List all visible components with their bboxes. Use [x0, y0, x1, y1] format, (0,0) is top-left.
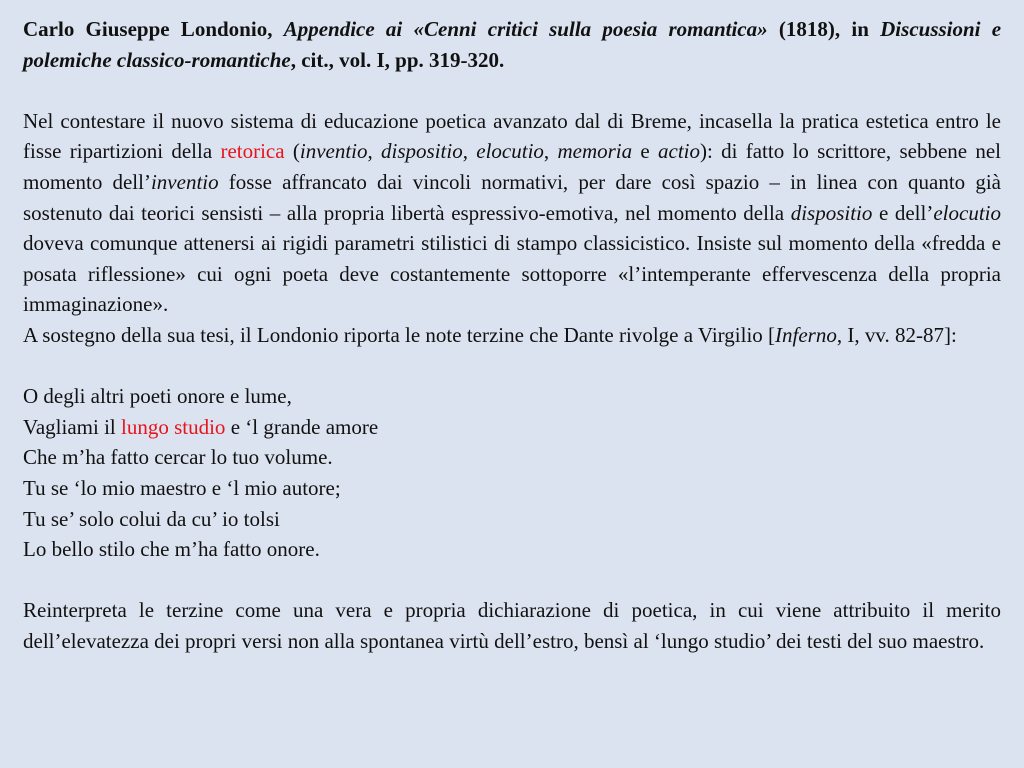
work-title: Appendice ai «Cenni critici sulla poesia romantica»: [283, 17, 768, 41]
retorica-term: retorica: [220, 139, 285, 164]
para1-text-1: Nel contestare il nuovo sistema di educazione poetica avanzato dal di Breme, incasella la pratica estetica entro le fisse ripartizioni della: [23, 108, 1001, 164]
inventio-term: inventio: [299, 139, 368, 164]
dispositio-term-2: dispositio: [790, 200, 873, 225]
elocutio-term: elocutio: [476, 139, 544, 164]
verse-line-6: Lo bello stilo che m’ha fatto onore.: [23, 537, 320, 562]
elocutio-term-2: elocutio: [933, 200, 1001, 225]
para1-text-3: ): di fatto lo scrittore, sebbene nel momento dell’: [23, 139, 1002, 194]
verse-line-4: Tu se ‘lo mio maestro e ‘l mio autore;: [23, 475, 341, 500]
verse-line-1: O degli altri poeti onore e lume,: [23, 384, 292, 409]
lungo-studio-highlight: lungo studio: [121, 414, 226, 439]
paragraph-2: [23, 320, 1001, 351]
citation-heading: [23, 14, 1001, 75]
verse-line-5: Tu se’ solo colui da cu’ io tolsi: [23, 506, 280, 531]
conjunction: e: [632, 139, 659, 164]
para1-text-2: (: [284, 139, 300, 164]
comma: ,: [367, 139, 382, 164]
verse-line-2-start: Vagliami il: [23, 414, 121, 439]
para2-text-2: , I, vv. 82-87]:: [836, 322, 957, 347]
inventio-term-2: inventio: [150, 169, 219, 194]
para1-text-5: e dell’: [872, 200, 934, 225]
year-in: (1818), in: [778, 17, 869, 41]
source-title: Discussioni e polemiche classico-romantiche: [23, 17, 1002, 72]
spacer: [23, 565, 1001, 596]
memoria-term: memoria: [557, 139, 633, 164]
verse-line-3: Che m’ha fatto cercar lo tuo volume.: [23, 445, 333, 470]
source-ref: , cit., vol. I, pp. 319-320.: [290, 47, 505, 72]
verse-line-2-end: e ‘l grande amore: [225, 414, 379, 439]
para1-text-6: doveva comunque attenersi ai rigidi parametri stilistici di stampo classicistico. Insiste sul momento della «fredda e posata riflessione» cui ogni poeta deve costantemente sottoporre «l’intemperante effervescenza della propria immaginazione».: [23, 231, 1001, 317]
dispositio-term: dispositio: [381, 139, 463, 164]
para2-text-1: A sostegno della sua tesi, il Londonio riporta le note terzine che Dante rivolge a Virgilio [: [23, 322, 776, 347]
spacer: [23, 75, 1001, 106]
spacer: [23, 351, 1001, 382]
inferno-title: Inferno: [775, 322, 837, 347]
paragraph-3: Reinterpreta le terzine come una vera e propria dichiarazione di poetica, in cui viene attribuito il merito dell’elevatezza dei propri versi non alla spontanea virtù dell’estro, bensì al ‘lungo studio’ dei testi del suo maestro.: [23, 598, 1001, 653]
comma: ,: [543, 139, 558, 164]
author-name: Carlo Giuseppe Londonio,: [23, 17, 273, 41]
verse-line-2: [23, 412, 1001, 443]
paragraph-1: [23, 106, 1001, 320]
actio-term: actio: [658, 139, 701, 164]
para1-text-4: fosse affrancato dai vincoli normativi, per dare così spazio – in linea con quanto già sostenuto dai teorici sensisti – alla propria libertà espressivo-emotiva, nel momento della: [23, 169, 1001, 225]
verse-block: [23, 381, 1001, 565]
comma: ,: [462, 139, 477, 164]
